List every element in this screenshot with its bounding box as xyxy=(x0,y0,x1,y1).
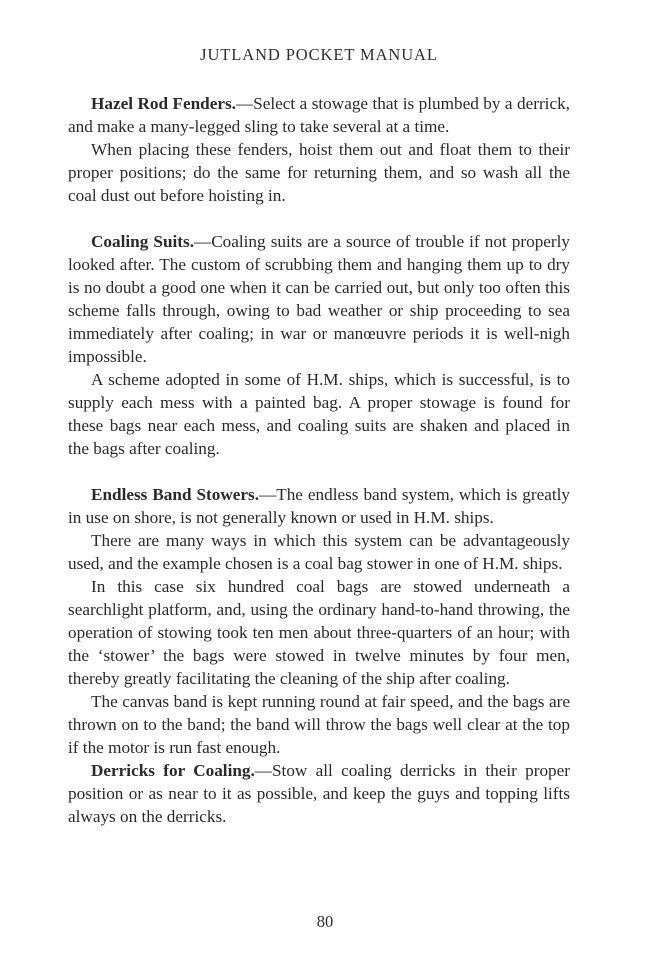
paragraph: When placing these fenders, hoist them out and float them to their proper positions; do the same for returning them, and so wash all the coal dust out before hoisting in. xyxy=(68,140,570,205)
book-page xyxy=(68,0,570,828)
running-head: JUTLAND POCKET MANUAL xyxy=(200,45,438,64)
paragraph-text: —Coaling suits are a source of trouble if not properly looked after. The custom of scrubbing them and hanging them up to dry is no doubt a good one when it can be carried out, but only too often this scheme falls through, owing to bad weather or ship proceeding to sea immediately after coaling; in war or manœuvre periods it is well-nigh impossible. xyxy=(68,232,571,366)
paragraph xyxy=(68,759,570,828)
paragraph-text: —Stow all coaling derricks in their proper position or as near to it as possible, and keep the guys and topping lifts always on the derricks. xyxy=(68,761,570,826)
paragraph xyxy=(68,230,570,368)
paragraph-text: —Select a stowage that is plumbed by a derrick, and make a many-legged sling to take several at a time. xyxy=(68,94,570,136)
section-endless-band-stowers xyxy=(68,483,570,759)
paragraph: A scheme adopted in some of H.M. ships, which is successful, is to supply each mess with a painted bag. A proper stowage is found for these bags near each mess, and coaling suits are shaken and placed in the bags after coaling. xyxy=(68,370,570,458)
section-heading: Endless Band Stowers. xyxy=(91,485,260,504)
section-derricks-for-coaling xyxy=(68,759,570,828)
section-coaling-suits xyxy=(68,230,570,460)
paragraph-text: —The endless band system, which is greatly in use on shore, is not generally known or used in H.M. ships. xyxy=(68,485,570,527)
section-heading: Coaling Suits. xyxy=(91,232,194,251)
section-heading: Hazel Rod Fenders. xyxy=(91,94,236,113)
paragraph: In this case six hundred coal bags are stowed underneath a searchlight platform, and, using the ordinary hand-to-hand throwing, the operation of stowing took ten men about three-quarters of an hour; with the ‘stower’ the bags were stowed in twelve minutes by four men, thereby greatly facilitating the cleaning of the ship after coaling. xyxy=(68,577,570,688)
body-text xyxy=(68,92,570,828)
paragraph xyxy=(68,483,570,529)
section-heading: Derricks for Coaling. xyxy=(91,761,255,780)
page-number: 80 xyxy=(316,912,334,931)
section-hazel-rod-fenders xyxy=(68,92,570,207)
paragraph: The canvas band is kept running round at fair speed, and the bags are thrown on to the band; the band will throw the bags well clear at the top if the motor is run fast enough. xyxy=(68,692,570,757)
paragraph: There are many ways in which this system can be advantageously used, and the example chosen is a coal bag stower in one of H.M. ships. xyxy=(68,531,570,573)
paragraph xyxy=(68,92,570,138)
